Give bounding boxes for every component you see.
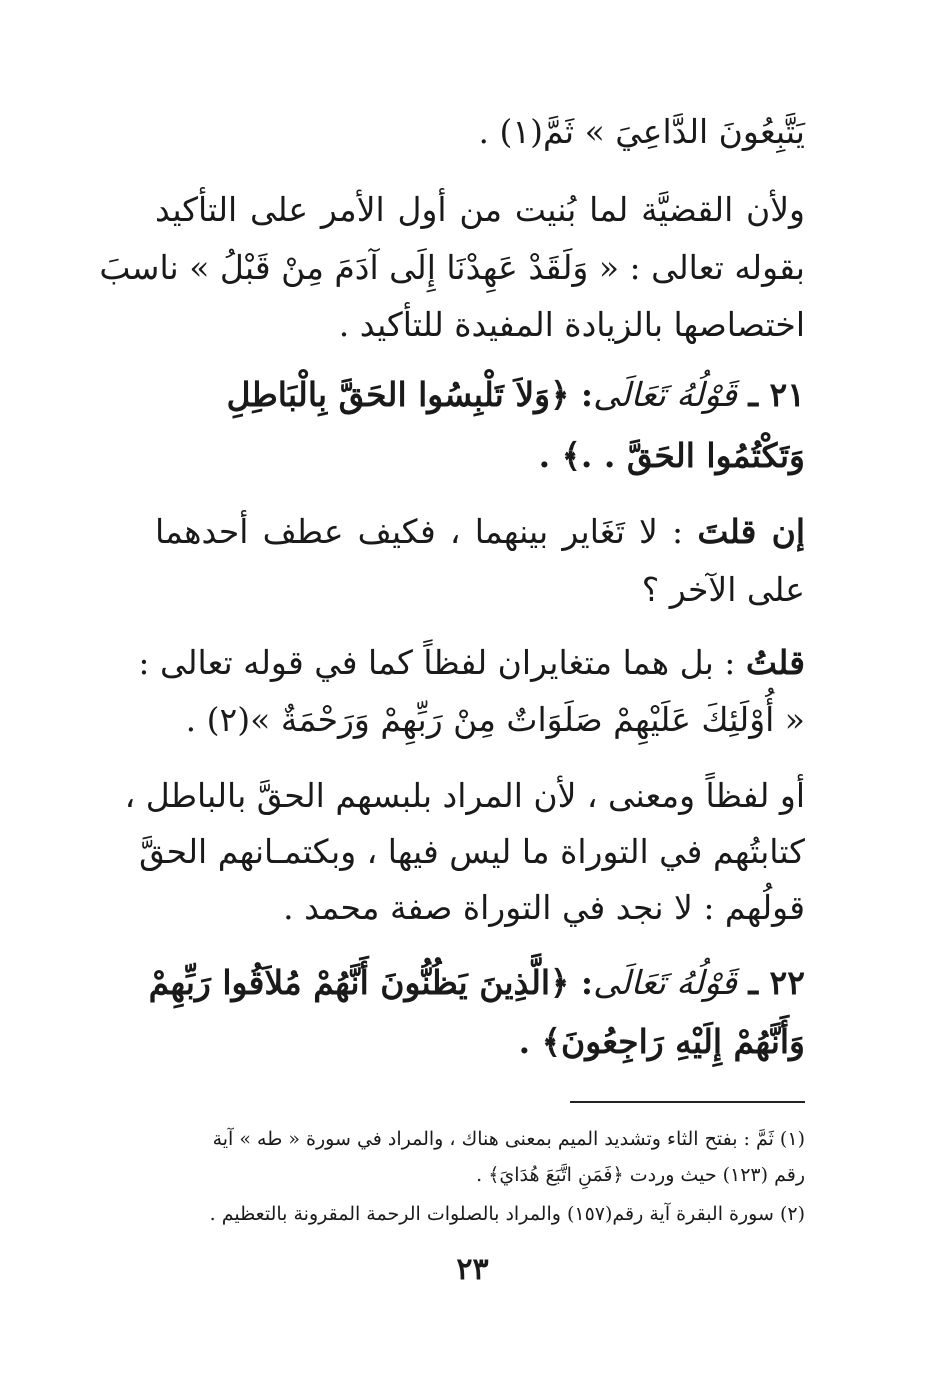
item-21-heading-line	[155, 373, 805, 417]
item-22-label: قَوْلُهُ تَعَالَى	[593, 963, 737, 1002]
answer-lead: قلتُ	[745, 643, 805, 682]
footnote-1-line-2: رقم (١٢٣) حيث وردت ﴿فَمَنِ اتَّبَعَ هُدَايَ﴾ .	[476, 1164, 805, 1186]
question-text: : لا تَغَاير بينهما ، فكيف عطف أحدهما	[155, 512, 684, 551]
footnote-2: (٢) سورة البقرة آية رقم(١٥٧) والمراد بالصلوات الرحمة المقرونة بالتعظيم .	[209, 1203, 805, 1225]
paragraph-4-line-3: قولُهم : لا نجد في التوراة صفة محمد .	[283, 888, 805, 927]
answer-line-1	[138, 641, 805, 685]
paragraph-1-line-2: بقوله تعالى : « وَلَقَدْ عَهِدْنَا إِلَى آدَمَ مِنْ قَبْلُ » ناسبَ	[99, 248, 805, 287]
paragraph-4-line-1: أو لفظاً ومعنى ، لأن المراد بلبسهم الحقَّ بالباطل ،	[124, 776, 805, 815]
paragraph-4-line-2: كتابتُهم في التوراة ما ليس فيها ، وبكتمـانهم الحقَّ	[139, 832, 805, 871]
paragraph-1-line-1: ولأن القضيَّة لما بُنيت من أول الأمر على التأكيد	[155, 190, 805, 229]
item-21-colon: :	[580, 375, 594, 414]
item-22-heading-line	[148, 961, 805, 1005]
answer-text: : بل هما متغايران لفظاً كما في قوله تعالى :	[138, 643, 736, 682]
item-22-number: ٢٢ ـ	[748, 963, 805, 1002]
item-21-label: قَوْلُهُ تَعَالَى	[593, 375, 737, 414]
item-22-colon: :	[580, 963, 594, 1002]
question-line-2: على الآخر ؟	[641, 570, 805, 609]
item-22-verse-line-1: ﴿الَّذِينَ يَظُنُّونَ أَنَّهُمْ مُلاَقُوا رَبِّهِمْ	[148, 963, 570, 1002]
answer-line-2: « أُوْلَئِكَ عَلَيْهِمْ صَلَوَاتٌ مِنْ رَبِّهِمْ وَرَحْمَةٌ »(٢) .	[185, 700, 805, 739]
footnote-1-line-1: (١) ثَمَّ : بفتح الثاء وتشديد الميم بمعنى هناك ، والمراد في سورة « طه » آية	[212, 1128, 805, 1150]
footnote-divider	[570, 1101, 805, 1103]
question-lead: إن قلتَ	[697, 512, 805, 551]
paragraph-1-line-3: اختصاصها بالزيادة المفيدة للتأكيد .	[338, 305, 805, 344]
continued-verse-line: يَتَّبِعُونَ الدَّاعِيَ » ثَمَّ(١) .	[478, 112, 805, 151]
item-21-verse-line-1: ﴿وَلاَ تَلْبِسُوا الحَقَّ بِالْبَاطِلِ	[226, 375, 570, 414]
item-21-verse-line-2: وَتَكْتُمُوا الحَقَّ . .﴾ .	[538, 436, 805, 475]
question-line-1	[155, 510, 805, 554]
item-22-verse-line-2: وَأَنَّهُمْ إِلَيْهِ رَاجِعُونَ﴾ .	[518, 1022, 805, 1061]
page-number: ٢٣	[456, 1252, 489, 1287]
item-21-number: ٢١ ـ	[748, 375, 805, 414]
